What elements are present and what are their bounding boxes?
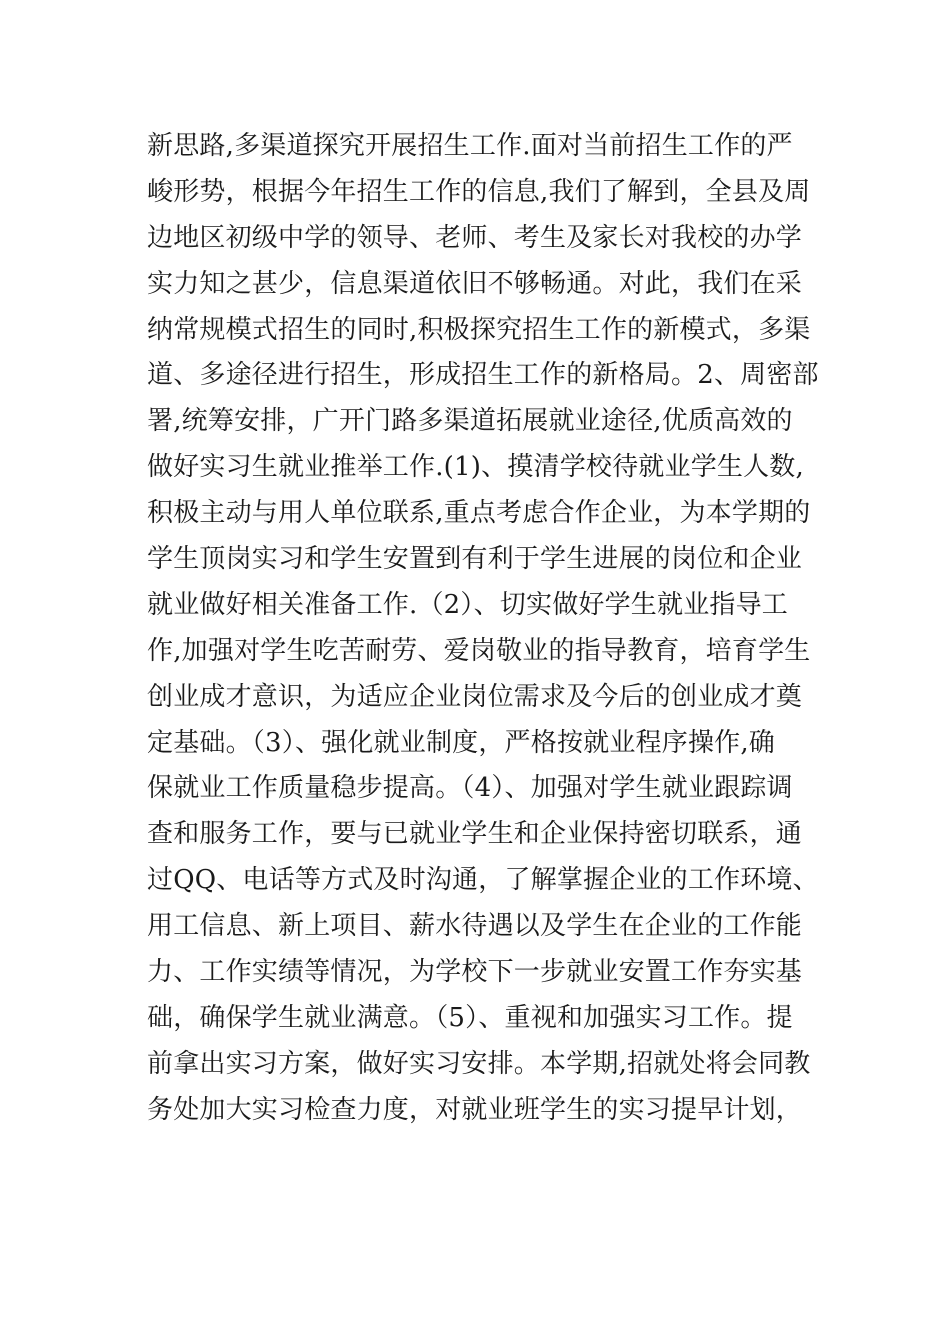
text-line: 保就业工作质量稳步提高。（4）、加强对学生就业跟踪调 — [147, 773, 793, 804]
text-line: 峻形势，根据今年招生工作的信息,我们了解到，全县及周 — [147, 176, 811, 207]
text-line: 新思路,多渠道探究开展招生工作.面对当前招生工作的严 — [147, 131, 793, 161]
text-line: 力、工作实绩等情况，为学校下一步就业安置工作夯实基 — [147, 957, 803, 988]
text-line: 础，确保学生就业满意。（5）、重视和加强实习工作。提 — [147, 1002, 793, 1033]
text-line: 创业成才意识，为适应企业岗位需求及今后的创业成才奠 — [147, 681, 803, 712]
text-line: 纳常规模式招生的同时,积极探究招生工作的新模式，多渠 — [147, 314, 811, 345]
text-line: 用工信息、新上项目、薪水待遇以及学生在企业的工作能 — [147, 911, 803, 942]
text-line: 就业做好相关准备工作.（2）、切实做好学生就业指导工 — [147, 589, 789, 620]
text-line: 定基础。（3）、强化就业制度，严格按就业程序操作,确 — [147, 727, 776, 758]
text-line: 积极主动与用人单位联系,重点考虑合作企业，为本学期的 — [147, 498, 811, 529]
text-line: 边地区初级中学的领导、老师、考生及家长对我校的办学 — [147, 222, 803, 253]
text-line: 查和服务工作，要与已就业学生和企业保持密切联系，通 — [147, 819, 803, 850]
text-line: 学生顶岗实习和学生安置到有利于学生进展的岗位和企业 — [147, 544, 803, 575]
text-line: 过QQ、电话等方式及时沟通，了解掌握企业的工作环境、 — [147, 865, 819, 896]
text-line: 务处加大实习检查力度，对就业班学生的实习提早计划， — [147, 1094, 803, 1125]
text-line: 道、多途径进行招生，形成招生工作的新格局。2、周密部 — [147, 360, 819, 391]
text-line: 前拿出实习方案，做好实习安排。本学期,招就处将会同教 — [147, 1048, 811, 1079]
body-paragraph — [147, 129, 827, 1139]
text-line: 作,加强对学生吃苦耐劳、爱岗敬业的指导教育，培育学生 — [147, 635, 811, 666]
text-line: 做好实习生就业推举工作.(1)、摸清学校待就业学生人数, — [147, 452, 804, 483]
text-line: 实力知之甚少，信息渠道依旧不够畅通。对此，我们在采 — [147, 268, 803, 299]
text-line: 署,统筹安排，广开门路多渠道拓展就业途径,优质高效的 — [147, 406, 793, 437]
